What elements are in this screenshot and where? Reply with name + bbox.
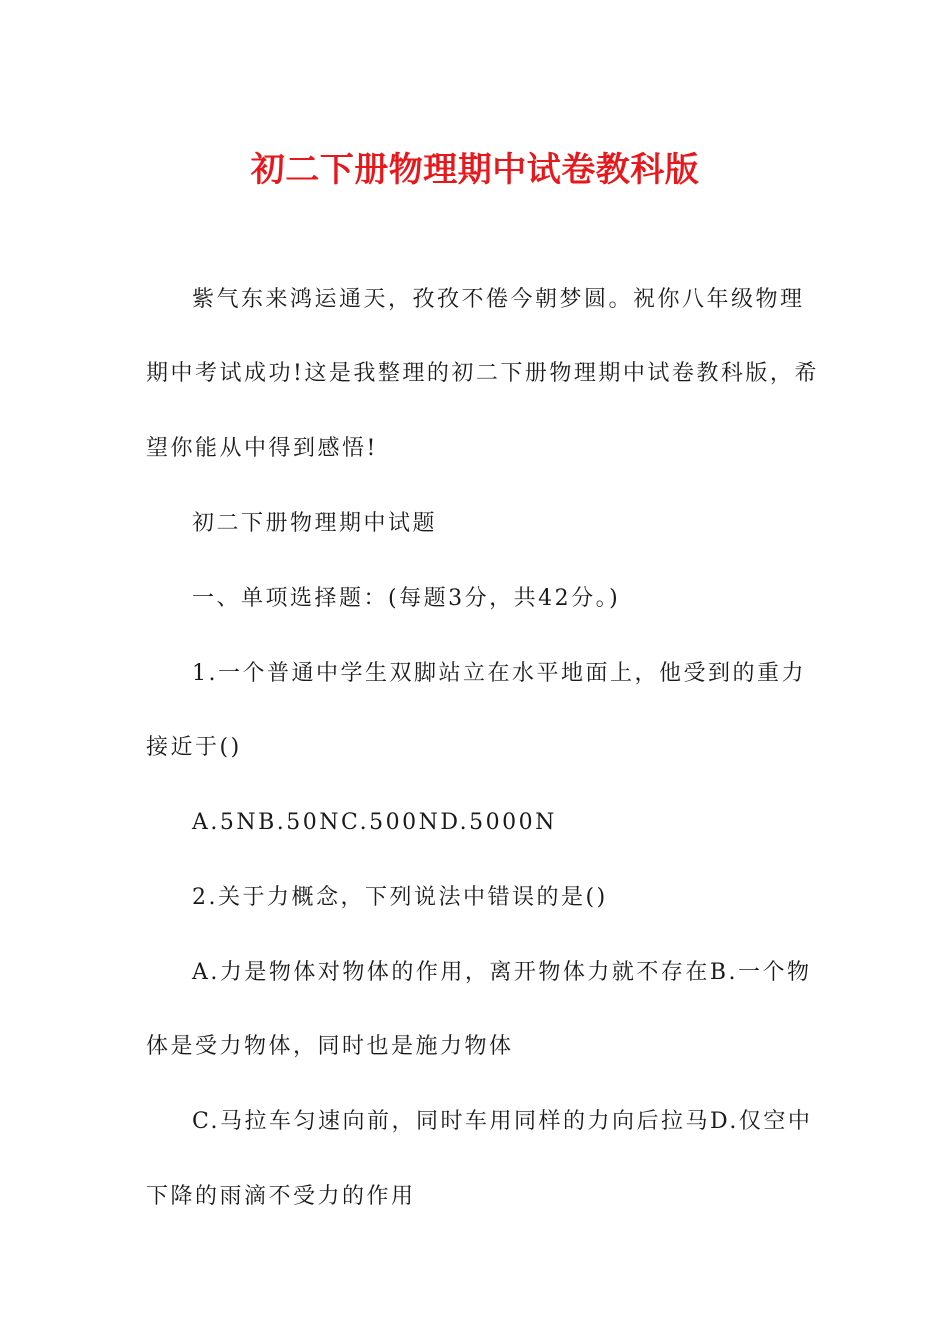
question-2-options-ab: A.力是物体对物体的作用，离开物体力就不存在B.一个物: [192, 960, 812, 985]
question-2-options-cd: C.马拉车匀速向前，同时车用同样的力向后拉马D.仅空中: [192, 1109, 813, 1134]
question-1: 1.一个普通中学生双脚站立在水平地面上，他受到的重力: [192, 661, 806, 686]
question-2: 2.关于力概念，下列说法中错误的是(): [192, 885, 608, 910]
question-2-options-cd-continued: 下降的雨滴不受力的作用: [146, 1184, 416, 1209]
question-1-options: A.5NB.50NC.500ND.5000N: [192, 810, 557, 835]
section-heading: 初二下册物理期中试题: [192, 511, 438, 536]
paragraph-line: 紫气东来鸿运通天，孜孜不倦今朝梦圆。祝你八年级物理: [192, 287, 805, 312]
question-1-continued: 接近于(): [146, 735, 242, 760]
paragraph-line: 望你能从中得到感悟!: [146, 436, 378, 461]
question-section-heading: 一、单项选择题：(每题3分，共42分。): [192, 586, 621, 611]
paragraph-line: 期中考试成功!这是我整理的初二下册物理期中试卷教科版，希: [146, 361, 819, 386]
document-title: 初二下册物理期中试卷教科版: [250, 150, 700, 190]
question-2-options-ab-continued: 体是受力物体，同时也是施力物体: [146, 1034, 514, 1059]
